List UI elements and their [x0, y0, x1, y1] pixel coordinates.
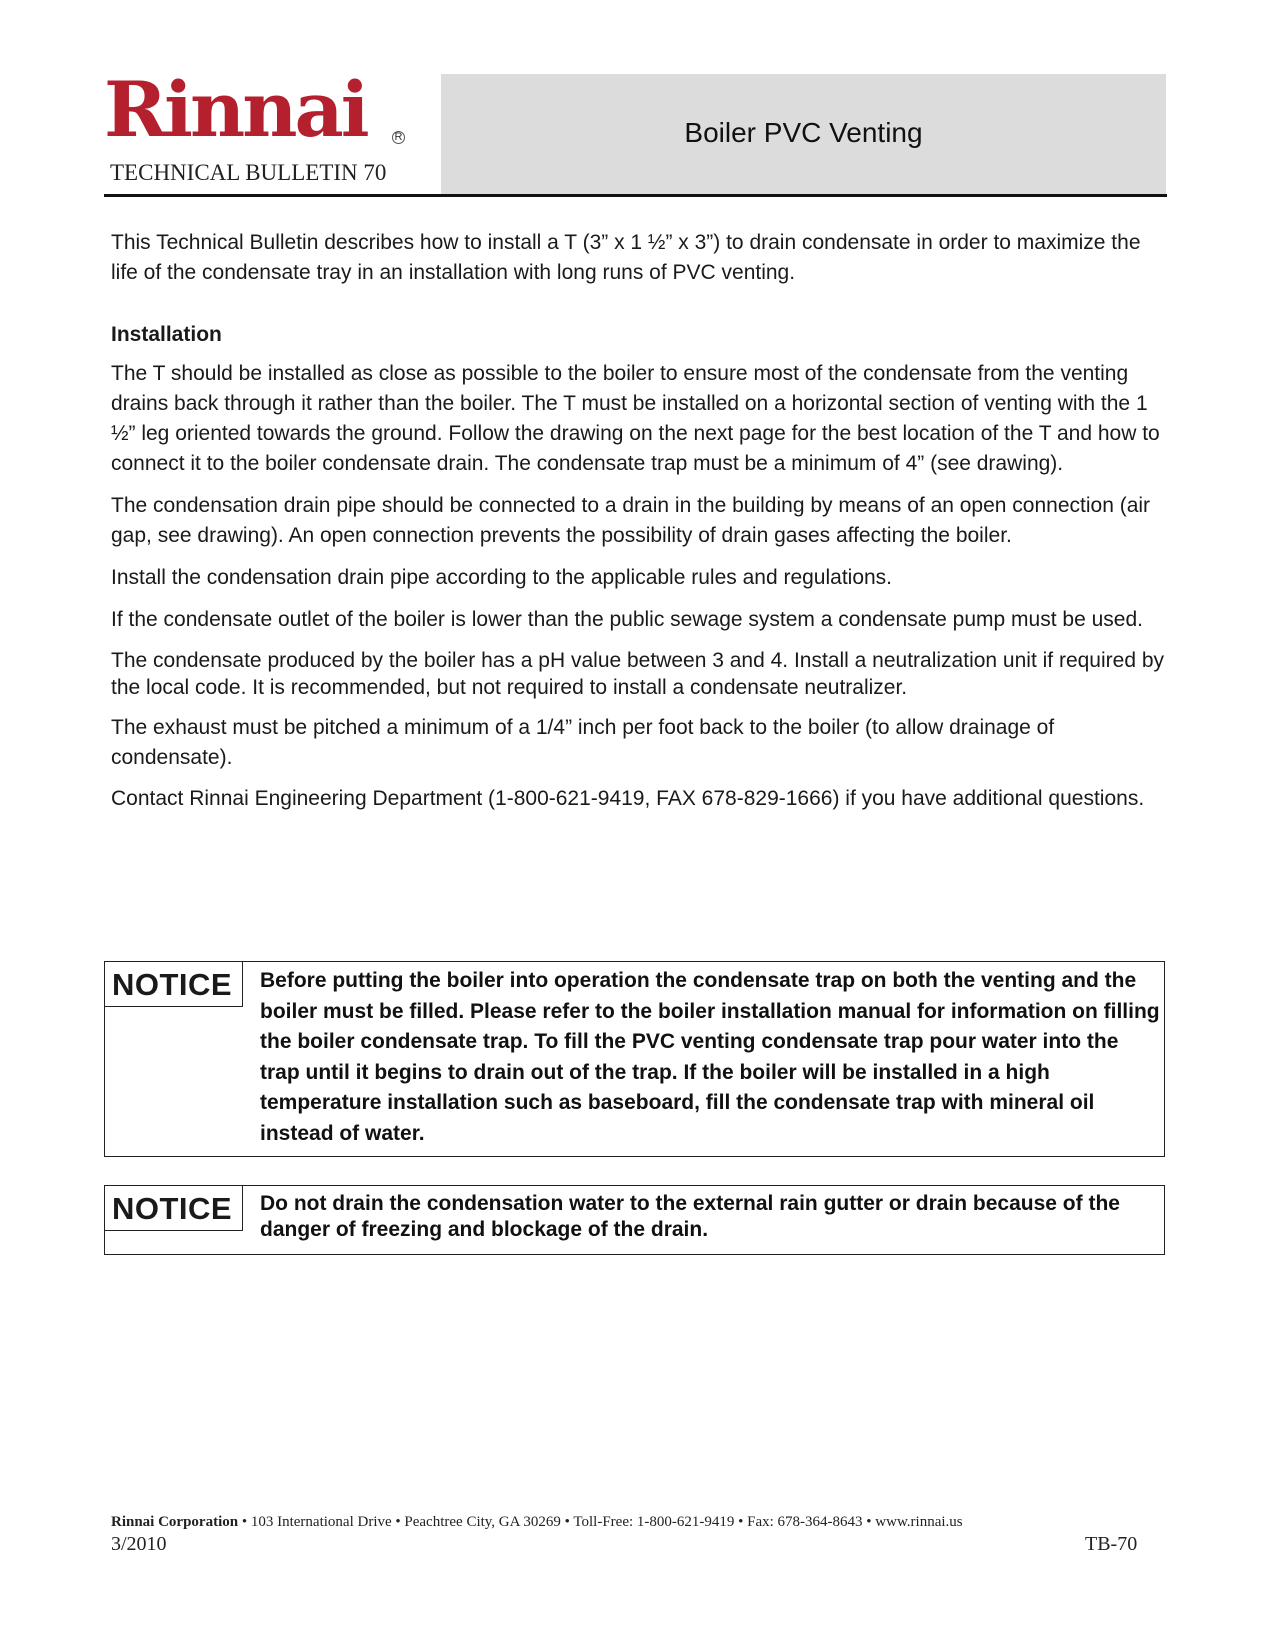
header-rule: [104, 194, 1167, 197]
paragraph-pump: If the condensate outlet of the boiler is lower than the public sewage system a condensate pump must be used.: [111, 608, 1143, 631]
notice-text: Before putting the boiler into operation the condensate trap on both the venting and the boiler must be filled. Please refer to the boiler installation manual for information on filling the boiler condensate trap. To fill the PVC venting condensate trap pour water into the trap until it begins to drain out of the trap. If the boiler will be installed in a high temperature installation such as baseboard, fill the condensate trap with mineral oil instead of water.: [260, 969, 1160, 1145]
bulletin-label: TECHNICAL BULLETIN 70: [110, 160, 387, 185]
page-title: Boiler PVC Venting: [684, 117, 923, 148]
footer-address-text: • 103 International Drive • Peachtree City, GA 30269 • Toll-Free: 1-800-621-9419 • Fax: 678-364-8643 • www.rinnai.us: [238, 1514, 963, 1530]
paragraph-drain-connection: The condensation drain pipe should be connected to a drain in the building by means of an open connection (air gap, see drawing). An open connection prevents the possibility of drain gases affecting the boiler.: [111, 494, 1151, 547]
registered-mark-icon: R: [392, 131, 405, 144]
notice-box-gutter: [104, 1185, 1165, 1255]
body-content: [111, 228, 1171, 824]
notice-label: NOTICE: [104, 961, 243, 1007]
paragraph-contact: Contact Rinnai Engineering Department (1-800-621-9419, FAX 678-829-1666) if you have additional questions.: [111, 787, 1145, 810]
title-band: [441, 74, 1166, 195]
paragraph-pitch: The exhaust must be pitched a minimum of a 1/4” inch per foot back to the boiler (to allow drainage of condensate).: [111, 716, 1055, 769]
footer-date: 3/2010: [111, 1533, 167, 1555]
rinnai-logo: Rinnai: [104, 65, 367, 154]
notice-label: NOTICE: [104, 1185, 243, 1231]
section-heading: Installation: [111, 323, 222, 346]
footer-company: Rinnai Corporation: [111, 1514, 239, 1530]
footer-address: [111, 1514, 963, 1531]
notice-box-fill-trap: [104, 961, 1165, 1157]
intro-paragraph: This Technical Bulletin describes how to install a T (3” x 1 ½” x 3”) to drain condensate in order to maximize the life of the condensate tray in an installation with long runs of PVC venting.: [111, 231, 1141, 284]
paragraph-ph: The condensate produced by the boiler has a pH value between 3 and 4. Install a neutralization unit if required by the local code. It is recommended, but not required to install a condensate neutralizer.: [111, 649, 1165, 699]
footer-doc-code: TB-70: [1085, 1533, 1138, 1555]
paragraph-rules: Install the condensation drain pipe according to the applicable rules and regulations.: [111, 566, 893, 589]
paragraph-tee-install: The T should be installed as close as possible to the boiler to ensure most of the condensate from the venting drains back through it rather than the boiler. The T must be installed on a horizontal section of venting with the 1 ½” leg oriented towards the ground. Follow the drawing on the next page for the best location of the T and how to connect it to the boiler condensate drain. The condensate trap must be a minimum of 4” (see drawing).: [111, 362, 1160, 475]
notice-text: Do not drain the condensation water to the external rain gutter or drain because of the danger of freezing and blockage of the drain.: [260, 1192, 1120, 1241]
